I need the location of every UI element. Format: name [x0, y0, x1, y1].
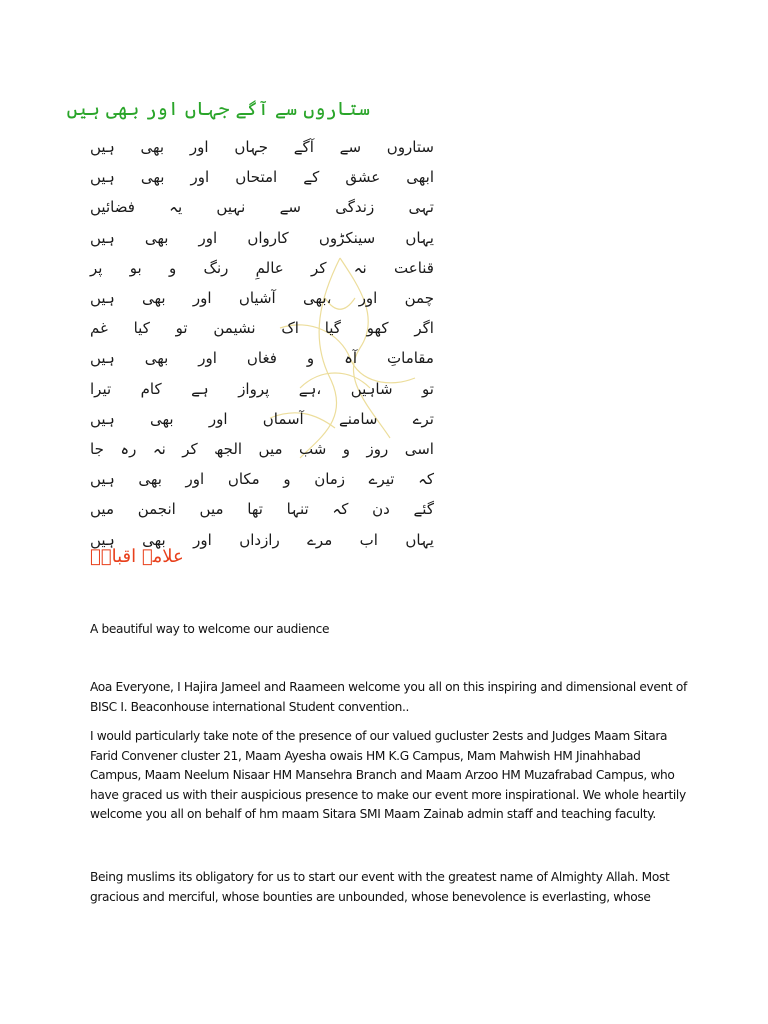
poem-word: ہے،: [298, 379, 322, 398]
poem-word: اور: [198, 349, 217, 368]
poem-word: اک: [281, 319, 299, 338]
poem-word: نہ: [152, 439, 166, 458]
poem-word: آگے: [293, 138, 314, 157]
paragraph-opening: Being muslims its obligatory for us to start our event with the greatest name of Almighty Allah. Most gracious and merciful, whose bounties are unbounded, whose benevolence is everlasting, whose: [90, 870, 670, 904]
poem-word: سینکڑوں: [318, 228, 376, 247]
poem-word: نشیمن: [213, 319, 256, 338]
poem-word: شاہیں: [350, 379, 393, 398]
poem-word: ہیں: [90, 228, 115, 247]
poem-word: و: [283, 470, 291, 489]
poem-word: اگر: [414, 319, 434, 338]
poem-word: کارواں: [247, 228, 289, 247]
poem-word: انجمن: [137, 500, 176, 519]
welcome-heading: A beautiful way to welcome our audience: [90, 622, 330, 636]
poem-word: کر: [182, 439, 198, 458]
poem-word: نہیں: [216, 198, 246, 217]
poem-word: عشق: [345, 168, 381, 187]
poem-word: کر: [311, 258, 327, 277]
poem-word: میں: [90, 500, 114, 519]
poem-word: نہ: [353, 258, 367, 277]
poem-word: ترے: [412, 409, 434, 428]
poem-line: [90, 223, 440, 253]
poem-word: اسی: [404, 439, 434, 458]
paragraph-guests: I would particularly take note of the presence of our valued gucluster 2ests and Judges Maam Sitara Farid Convener cluster 21, Maam Ayesha owais HM K.G Campus, Mam Mahwish HM Jinahhabad Campus, Maam Neelum Nisaar HM Mansehra Branch and Maam Arzoo HM Muzafrabad Campus, who have graced us with their auspicious presence to make our event more inspirational. We whole heartily welcome you all on behalf of hm maam Sitara SMI Maam Zainab admin staff and teaching faculty.: [90, 729, 686, 821]
poem-word: کے: [303, 168, 320, 187]
poem-line: [90, 404, 440, 434]
poem-word: سے: [339, 138, 362, 157]
poem-word: مقاماتِ: [387, 349, 434, 368]
poem-line: [90, 434, 440, 464]
poem-word: ہیں: [90, 289, 115, 308]
poem-word: رازداں: [239, 530, 280, 549]
poem-word: عالمِ: [255, 258, 284, 277]
poem-word: سے: [279, 198, 301, 217]
poem-word: گئے: [413, 500, 434, 519]
poem-word: ہیں: [90, 138, 115, 157]
poem-word: و: [168, 258, 177, 277]
poem-word: مرے: [307, 530, 333, 549]
poem-word: اور: [208, 409, 228, 428]
poem-word: ہیں: [90, 349, 115, 368]
poem-word: بھی: [149, 409, 174, 428]
poem-word: تو: [422, 379, 434, 398]
poem-word: اور: [358, 289, 378, 308]
poem-word: کہ: [418, 470, 434, 489]
poem-line: [90, 494, 440, 524]
poem-word: غم: [90, 319, 108, 338]
poem-word: زندگی: [335, 198, 375, 217]
poem-word: اور: [193, 530, 212, 549]
poem-word: الجھ: [214, 439, 243, 458]
poem-word: تیرا: [90, 379, 112, 398]
poem-word: گیا: [324, 319, 341, 338]
poem-word: آسماں: [262, 409, 304, 428]
poem-word: یہاں: [405, 228, 434, 247]
poem-line: [90, 192, 440, 222]
poem-line: [90, 464, 440, 494]
poem-word: آشیاں: [238, 289, 276, 308]
poem-line: [90, 253, 440, 283]
poem-line: [90, 132, 440, 162]
poem-word: ابھی: [406, 168, 434, 187]
poem-word: فغاں: [246, 349, 277, 368]
poem-word: کہ: [332, 500, 349, 519]
poem-word: اور: [190, 168, 210, 187]
poem-line: [90, 313, 440, 343]
poem-word: بھی: [142, 530, 166, 549]
poem-word: بھی: [140, 138, 165, 157]
poem-word: تو: [175, 319, 188, 338]
poem-word: تیرے: [368, 470, 395, 489]
poem-word: جا: [90, 439, 104, 458]
poem-word: زمان: [314, 470, 346, 489]
poem-word: و: [306, 349, 315, 368]
poem-word: فضائیں: [90, 198, 135, 217]
poem-word: ہیں: [90, 470, 115, 489]
poem-word: بھی: [144, 228, 169, 247]
poem-word: ہے: [191, 379, 209, 398]
poem-word: تنہا: [286, 500, 309, 519]
poem-word: سامنے: [338, 409, 378, 428]
poem-word: یہاں: [405, 530, 434, 549]
poem-word: اب: [359, 530, 378, 549]
poem-word: رنگ: [203, 258, 229, 277]
poem-word: تہی: [408, 198, 434, 217]
poem-word: میں: [199, 500, 224, 519]
poem-word: اور: [192, 289, 212, 308]
poem-word: بو: [129, 258, 142, 277]
poem-word: اور: [185, 470, 205, 489]
poem-word: اور: [189, 138, 209, 157]
poem-word: پرواز: [238, 379, 270, 398]
poem-word: مکاں: [227, 470, 260, 489]
poem-word: یہ: [169, 198, 183, 217]
poem-word: بھی: [144, 349, 169, 368]
poem-word: چمن: [404, 289, 434, 308]
paragraph-greeting: Aoa Everyone, I Hajira Jameel and Raameen welcome you all on this inspiring and dimensional event of BISC I. Beaconhouse international Student convention..: [90, 680, 687, 714]
poem-title: ستاروں سے آگے جہاں اور بھی ہیں: [66, 98, 370, 120]
poet-signature: علامہ اقبالؔ: [90, 546, 184, 567]
poem-line: [90, 162, 440, 192]
poem-word: دن: [372, 500, 390, 519]
poem-word: کام: [140, 379, 162, 398]
poem-word: پر: [90, 258, 103, 277]
poem-word: روز: [366, 439, 389, 458]
poem-word: آہ: [344, 349, 358, 368]
poem-word: شب: [298, 439, 327, 458]
poem-line: [90, 283, 440, 313]
poem-word: کھو: [366, 319, 389, 338]
poem-word: امتحاں: [235, 168, 278, 187]
poem-line: [90, 374, 440, 404]
poem-image: [66, 88, 440, 578]
poem-word: و: [342, 439, 351, 458]
poem-word: بھی: [138, 470, 162, 489]
poem-word: ہیں: [90, 168, 115, 187]
poem-word: رہ: [120, 439, 137, 458]
poem-word: قناعت: [394, 258, 434, 277]
poem-word: بھی: [140, 168, 165, 187]
poem-word: بھی،: [302, 289, 332, 308]
poem-word: میں: [258, 439, 283, 458]
poem-word: ہیں: [90, 409, 115, 428]
poem-word: اور: [198, 228, 218, 247]
poem-word: ہیں: [90, 530, 115, 549]
poem-lines: [90, 132, 440, 555]
poem-word: تھا: [247, 500, 263, 519]
poem-word: بھی: [142, 289, 166, 308]
poem-word: ستاروں: [386, 138, 434, 157]
poem-word: جہاں: [234, 138, 268, 157]
poem-line: [90, 343, 440, 373]
poem-word: کیا: [133, 319, 150, 338]
